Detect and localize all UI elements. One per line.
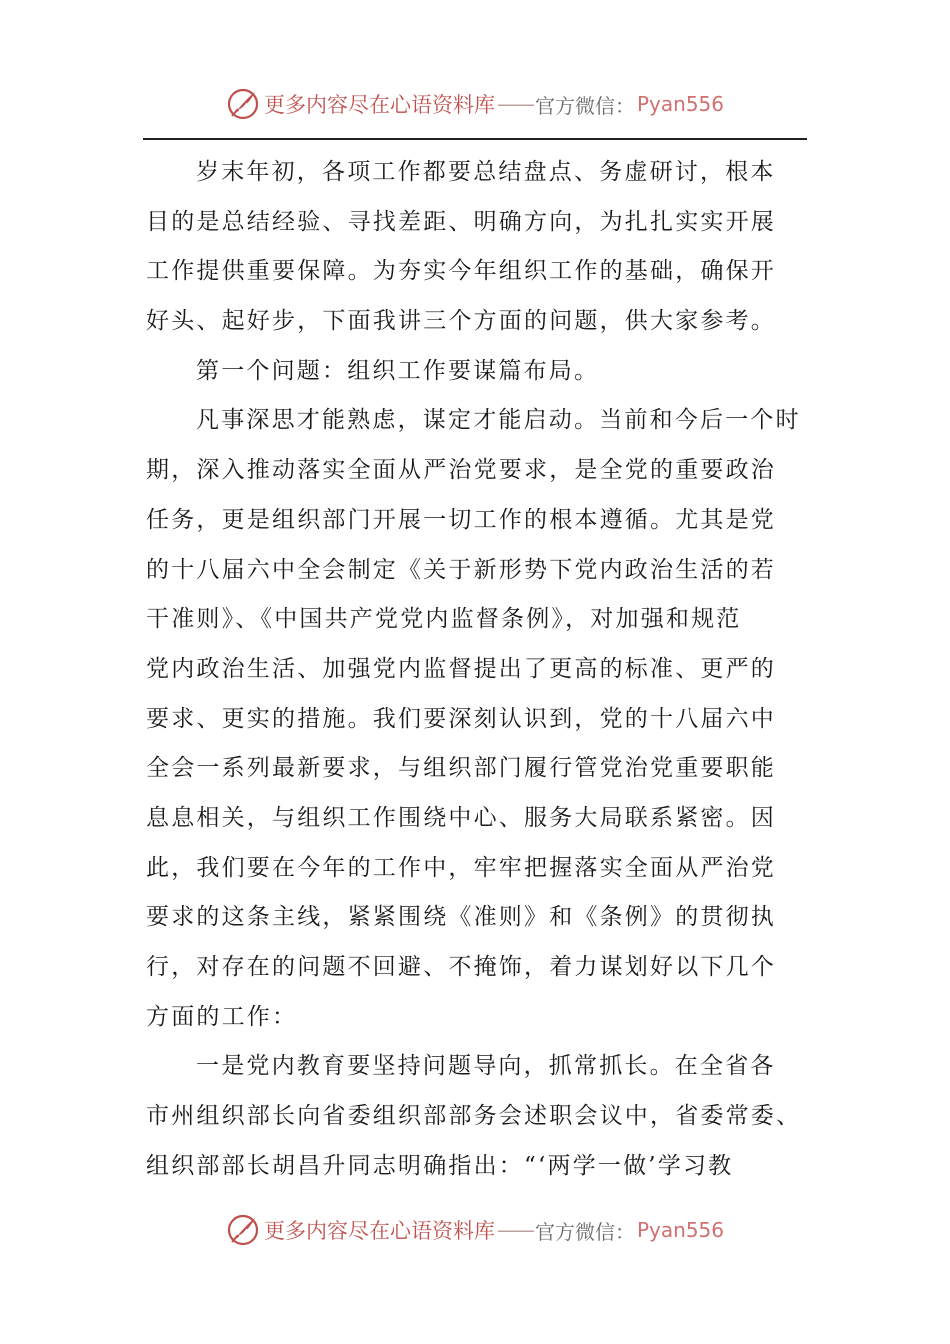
banner-dash: —— bbox=[496, 92, 533, 116]
section-heading: 第一个问题：组织工作要谋篇布局。 bbox=[196, 357, 600, 384]
text-line: 好头、起好步，下面我讲三个方面的问题，供大家参考。 bbox=[146, 308, 776, 335]
wechat-label: 官方微信： bbox=[534, 1219, 635, 1244]
text-line: 期，深入推动落实全面从严治党要求，是全党的重要政治 bbox=[146, 457, 776, 484]
text-line: 凡事深思才能熟虑，谋定才能启动。当前和今后一个时 bbox=[196, 407, 801, 434]
text-line: 要求、更实的措施。我们要深刻认识到，党的十八届六中 bbox=[146, 705, 776, 732]
footer-banner bbox=[0, 1208, 950, 1252]
quill-pen-logo-icon bbox=[226, 87, 260, 121]
text-line: 岁末年初，各项工作都要总结盘点、务虚研讨，根本 bbox=[196, 159, 776, 185]
text-line: 的十八届六中全会制定《关于新形势下党内政治生活的若 bbox=[146, 556, 776, 583]
quill-pen-logo-icon bbox=[226, 1213, 260, 1247]
text-line: 干准则》、《中国共产党党内监督条例》，对加强和规范 bbox=[146, 606, 742, 633]
wechat-id: Pyan556 bbox=[636, 92, 724, 116]
text-line: 息息相关，与组织工作围绕中心、服务大局联系紧密。因 bbox=[146, 804, 776, 831]
text-line: 全会一系列最新要求，与组织部门履行管党治党重要职能 bbox=[146, 755, 776, 782]
text-line: 此，我们要在今年的工作中，牢牢把握落实全面从严治党 bbox=[146, 854, 776, 881]
text-line: 目的是总结经验、寻找差距、明确方向，为扎扎实实开展 bbox=[146, 208, 776, 235]
text-line: 方面的工作： bbox=[146, 1003, 298, 1030]
header-divider bbox=[143, 138, 807, 140]
text-line: 行，对存在的问题不回避、不掩饰，着力谋划好以下几个 bbox=[146, 954, 776, 980]
wechat-id: Pyan556 bbox=[636, 1218, 724, 1242]
text-line: 工作提供重要保障。为夯实今年组织工作的基础，确保开 bbox=[146, 258, 776, 285]
site-name: 更多内容尽在心语资料库 bbox=[263, 1219, 495, 1243]
site-name: 更多内容尽在心语资料库 bbox=[263, 93, 495, 117]
text-line: 任务，更是组织部门开展一切工作的根本遵循。尤其是党 bbox=[146, 506, 776, 533]
header-banner bbox=[0, 82, 950, 126]
text-line: 党内政治生活、加强党内监督提出了更高的标准、更严的 bbox=[146, 655, 776, 682]
text-line: 组织部部长胡昌升同志明确指出：“‘两学一做’学习教 bbox=[146, 1152, 734, 1179]
wechat-label: 官方微信： bbox=[534, 93, 635, 118]
banner-dash: —— bbox=[496, 1218, 533, 1242]
text-line: 市州组织部长向省委组织部部务会述职会议中，省委常委、 bbox=[146, 1103, 802, 1130]
text-line: 要求的这条主线，紧紧围绕《准则》和《条例》的贯彻执 bbox=[146, 904, 776, 931]
text-line: 一是党内教育要坚持问题导向，抓常抓长。在全省各 bbox=[196, 1053, 776, 1080]
document-body bbox=[146, 148, 802, 1191]
